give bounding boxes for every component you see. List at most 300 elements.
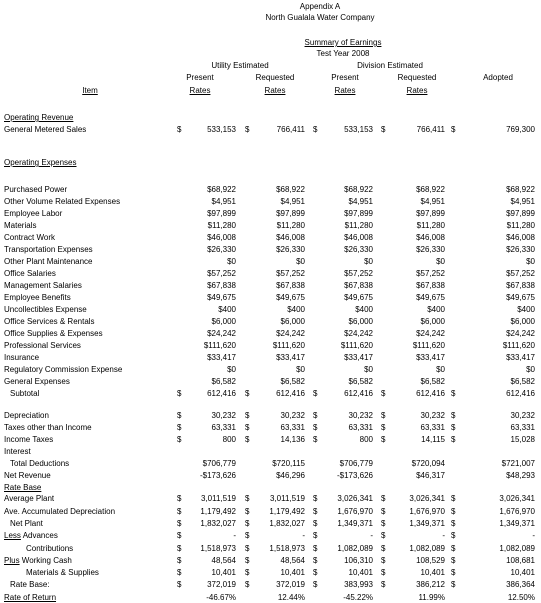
- table-row: [0, 423, 541, 433]
- row-value-col5: 3,026,341: [499, 494, 535, 503]
- row-label: Office Services & Rentals: [4, 317, 95, 326]
- currency-sign: $: [381, 580, 386, 589]
- row-value-col1: 800: [222, 435, 236, 444]
- table-row: [0, 125, 541, 135]
- currency-sign: $: [451, 531, 456, 540]
- row-value-col1: -: [233, 531, 236, 540]
- row-value-col2: $6,582: [280, 377, 305, 386]
- row-value-col4: 766,411: [416, 125, 445, 134]
- row-value-col2: $0: [296, 257, 305, 266]
- row-value-col3: 106,310: [344, 556, 373, 565]
- currency-sign: $: [177, 519, 182, 528]
- row-value-col2: $720,115: [272, 459, 305, 468]
- currency-sign: $: [313, 494, 318, 503]
- row-value-col1: $400: [218, 305, 236, 314]
- row-value-col1: $24,242: [207, 329, 236, 338]
- row-label: Employee Labor: [4, 209, 63, 218]
- row-label: Contributions: [26, 544, 74, 553]
- group-division-estimated: Division Estimated: [357, 61, 423, 70]
- row-value-col1: 372,019: [207, 580, 236, 589]
- row-value-col2: 10,401: [280, 568, 305, 577]
- row-value-col3: $11,280: [344, 221, 373, 230]
- currency-sign: $: [313, 507, 318, 516]
- row-value-col1: $49,675: [207, 293, 236, 302]
- table-row: [0, 593, 541, 603]
- row-value-col4: 612,416: [416, 389, 445, 398]
- row-value-col4: $26,330: [416, 245, 445, 254]
- row-value-col4: $97,899: [416, 209, 445, 218]
- row-value-col2: $4,951: [280, 197, 305, 206]
- row-value-col4: $111,620: [412, 341, 445, 350]
- row-value-col4: $4,951: [420, 197, 445, 206]
- row-value-col2: $46,008: [276, 233, 305, 242]
- currency-sign: $: [381, 411, 386, 420]
- row-value-col2: 612,416: [276, 389, 305, 398]
- row-label: Ave. Accumulated Depreciation: [4, 507, 116, 516]
- currency-sign: $: [177, 411, 182, 420]
- currency-sign: $: [177, 531, 182, 540]
- row-value-col5: 12.50%: [507, 593, 535, 602]
- row-value-col5: 108,681: [506, 556, 535, 565]
- currency-sign: $: [313, 411, 318, 420]
- row-value-col4: $57,252: [416, 269, 445, 278]
- row-value-col5: 1,082,089: [499, 544, 535, 553]
- row-label: Transportation Expenses: [4, 245, 93, 254]
- row-value-col4: 386,212: [416, 580, 445, 589]
- row-value-col1: $4,951: [211, 197, 236, 206]
- row-value-col1: 30,232: [211, 411, 236, 420]
- row-label: Operating Expenses: [4, 158, 77, 167]
- row-value-col2: 1,518,973: [269, 544, 305, 553]
- row-label: Materials: [4, 221, 37, 230]
- row-value-col2: $97,899: [276, 209, 305, 218]
- row-value-col1: $706,779: [202, 459, 236, 468]
- currency-sign: $: [245, 411, 250, 420]
- table-row: [0, 544, 541, 554]
- row-value-col3: $26,330: [344, 245, 373, 254]
- row-value-col1: 1,518,973: [200, 544, 236, 553]
- row-value-col5: $26,330: [506, 245, 535, 254]
- row-value-col5: $0: [526, 365, 535, 374]
- row-label: Income Taxes: [4, 435, 54, 444]
- currency-sign: $: [177, 494, 182, 503]
- row-value-col3: $4,951: [348, 197, 373, 206]
- currency-sign: $: [177, 423, 182, 432]
- row-value-col2: 3,011,519: [270, 494, 305, 503]
- row-value-col4: $400: [427, 305, 445, 314]
- row-label: Operating Revenue: [4, 113, 74, 122]
- table-row: [0, 556, 541, 566]
- row-value-col2: 12.44%: [277, 593, 305, 602]
- row-label: Uncollectibles Expense: [4, 305, 87, 314]
- col1-head-a: Present: [186, 73, 214, 82]
- currency-sign: $: [451, 556, 456, 565]
- row-value-col5: 15,028: [510, 435, 535, 444]
- row-label: Less Advances: [4, 531, 58, 540]
- row-value-col2: -: [302, 531, 305, 540]
- row-label: Purchased Power: [4, 185, 68, 194]
- row-value-col5: $33,417: [506, 353, 535, 362]
- row-value-col5: $46,008: [506, 233, 535, 242]
- currency-sign: $: [451, 568, 456, 577]
- appendix-title: Appendix A: [299, 2, 341, 11]
- row-value-col5: $48,293: [506, 471, 535, 480]
- row-value-col3: 63,331: [348, 423, 373, 432]
- table-row: [0, 185, 541, 195]
- row-value-col1: 612,416: [207, 389, 236, 398]
- currency-sign: $: [313, 580, 318, 589]
- row-value-col2: 48,564: [280, 556, 305, 565]
- row-label: Employee Benefits: [4, 293, 71, 302]
- currency-sign: $: [451, 519, 456, 528]
- row-value-col3: $67,838: [344, 281, 373, 290]
- col2-head-b: Rates: [264, 86, 286, 95]
- row-value-col1: $0: [227, 365, 236, 374]
- table-row: [0, 305, 541, 315]
- row-value-col5: $400: [517, 305, 535, 314]
- row-label: Office Salaries: [4, 269, 56, 278]
- row-value-col3: $6,000: [348, 317, 373, 326]
- row-value-col3: $24,242: [344, 329, 373, 338]
- currency-sign: $: [177, 507, 182, 516]
- table-row: [0, 221, 541, 231]
- row-value-col3: 612,416: [344, 389, 373, 398]
- currency-sign: $: [313, 531, 318, 540]
- row-value-col5: 1,349,371: [499, 519, 535, 528]
- currency-sign: $: [381, 544, 386, 553]
- currency-sign: $: [245, 568, 250, 577]
- row-label: General Expenses: [4, 377, 70, 386]
- currency-sign: $: [313, 519, 318, 528]
- row-label: Regulatory Commission Expense: [4, 365, 123, 374]
- currency-sign: $: [381, 556, 386, 565]
- row-value-col1: -46.67%: [206, 593, 236, 602]
- row-value-col4: $6,582: [420, 377, 445, 386]
- row-value-col3: $46,008: [344, 233, 373, 242]
- row-label: Rate of Return: [4, 593, 57, 602]
- row-label: Taxes other than Income: [4, 423, 92, 432]
- currency-sign: $: [245, 519, 250, 528]
- currency-sign: $: [451, 411, 456, 420]
- table-row: [0, 494, 541, 504]
- row-value-col2: $6,000: [280, 317, 305, 326]
- row-value-col5: $68,922: [506, 185, 535, 194]
- currency-sign: $: [313, 556, 318, 565]
- row-value-col3: $400: [355, 305, 373, 314]
- row-label: Subtotal: [10, 389, 40, 398]
- currency-sign: $: [381, 423, 386, 432]
- row-value-col2: $26,330: [276, 245, 305, 254]
- currency-sign: $: [381, 507, 386, 516]
- row-value-col4: $67,838: [416, 281, 445, 290]
- row-value-col2: 30,232: [280, 411, 305, 420]
- table-row: [0, 471, 541, 481]
- row-value-col4: 1,676,970: [409, 507, 445, 516]
- row-value-col5: $24,242: [506, 329, 535, 338]
- currency-sign: $: [245, 531, 250, 540]
- col4-head-b: Rates: [406, 86, 428, 95]
- col1-head-b: Rates: [189, 86, 211, 95]
- row-value-col4: 1,349,371: [409, 519, 445, 528]
- row-value-col1: 63,331: [211, 423, 236, 432]
- row-label: Depreciation: [4, 411, 49, 420]
- table-row: [0, 580, 541, 590]
- table-row: [0, 447, 541, 457]
- row-value-col3: $57,252: [344, 269, 373, 278]
- row-label: Interest: [4, 447, 31, 456]
- currency-sign: $: [381, 125, 386, 134]
- row-value-col2: 766,411: [276, 125, 305, 134]
- currency-sign: $: [381, 435, 386, 444]
- row-value-col2: 1,832,027: [269, 519, 305, 528]
- row-value-col4: 63,331: [420, 423, 445, 432]
- row-value-col3: $0: [364, 257, 373, 266]
- row-value-col4: -: [442, 531, 445, 540]
- row-value-col5: 30,232: [510, 411, 535, 420]
- row-label: Rate Base:: [10, 580, 50, 589]
- row-value-col4: $720,094: [411, 459, 445, 468]
- row-value-col2: $49,675: [276, 293, 305, 302]
- table-row: [0, 158, 541, 168]
- row-value-col3: 30,232: [348, 411, 373, 420]
- row-value-col4: 30,232: [420, 411, 445, 420]
- currency-sign: $: [245, 544, 250, 553]
- row-value-col4: $46,317: [416, 471, 445, 480]
- row-value-col4: $0: [436, 257, 445, 266]
- table-row: [0, 281, 541, 291]
- row-value-col4: $6,000: [420, 317, 445, 326]
- table-row: [0, 435, 541, 445]
- table-row: [0, 341, 541, 351]
- row-value-col5: $57,252: [506, 269, 535, 278]
- row-value-col3: 3,026,341: [337, 494, 373, 503]
- currency-sign: $: [245, 435, 250, 444]
- currency-sign: $: [451, 507, 456, 516]
- row-value-col2: $0: [296, 365, 305, 374]
- row-value-col1: $57,252: [207, 269, 236, 278]
- currency-sign: $: [313, 435, 318, 444]
- currency-sign: $: [451, 544, 456, 553]
- row-value-col1: 10,401: [211, 568, 236, 577]
- row-value-col4: $0: [436, 365, 445, 374]
- row-value-col2: 1,179,492: [269, 507, 305, 516]
- row-value-col1: 3,011,519: [201, 494, 236, 503]
- row-value-col3: 533,153: [344, 125, 373, 134]
- row-value-col2: $57,252: [276, 269, 305, 278]
- row-value-col4: 10,401: [420, 568, 445, 577]
- currency-sign: $: [313, 544, 318, 553]
- table-row: [0, 209, 541, 219]
- row-value-col3: $49,675: [344, 293, 373, 302]
- row-value-col1: 48,564: [211, 556, 236, 565]
- table-row: [0, 519, 541, 529]
- currency-sign: $: [177, 125, 182, 134]
- row-value-col2: $33,417: [276, 353, 305, 362]
- report-title: Summary of Earnings: [304, 38, 382, 47]
- row-value-col2: $111,620: [272, 341, 305, 350]
- row-value-col2: $24,242: [276, 329, 305, 338]
- currency-sign: $: [313, 125, 318, 134]
- table-row: [0, 411, 541, 421]
- currency-sign: $: [245, 580, 250, 589]
- currency-sign: $: [381, 519, 386, 528]
- currency-sign: $: [177, 435, 182, 444]
- currency-sign: $: [245, 389, 250, 398]
- table-row: [0, 317, 541, 327]
- row-value-col4: $68,922: [416, 185, 445, 194]
- row-value-col5: $97,899: [506, 209, 535, 218]
- row-value-col4: 3,026,341: [409, 494, 445, 503]
- row-value-col5: $67,838: [506, 281, 535, 290]
- row-value-col3: $6,582: [348, 377, 373, 386]
- row-value-col5: 769,300: [506, 125, 535, 134]
- table-row: [0, 459, 541, 469]
- currency-sign: $: [381, 568, 386, 577]
- row-value-col3: $111,620: [340, 341, 373, 350]
- row-value-col1: $46,008: [207, 233, 236, 242]
- row-value-col3: 10,401: [348, 568, 373, 577]
- row-value-col1: $6,582: [211, 377, 236, 386]
- row-value-col4: 108,529: [416, 556, 445, 565]
- currency-sign: $: [177, 580, 182, 589]
- table-row: [0, 197, 541, 207]
- row-value-col5: -: [532, 531, 535, 540]
- row-label: Rate Base: [4, 483, 42, 492]
- row-value-col4: $11,280: [416, 221, 445, 230]
- row-value-col5: $4,951: [510, 197, 535, 206]
- col-item-head: Item: [82, 86, 98, 95]
- row-label: General Metered Sales: [4, 125, 87, 134]
- row-value-col1: 1,832,027: [200, 519, 236, 528]
- row-value-col1: $97,899: [207, 209, 236, 218]
- table-row: [0, 353, 541, 363]
- row-value-col4: $49,675: [416, 293, 445, 302]
- row-value-col1: $11,280: [207, 221, 236, 230]
- table-row: [0, 257, 541, 267]
- col3-head-b: Rates: [334, 86, 356, 95]
- row-value-col3: $33,417: [344, 353, 373, 362]
- col3-head-a: Present: [331, 73, 359, 82]
- company-name: North Gualala Water Company: [265, 13, 375, 22]
- test-year: Test Year 2008: [316, 49, 370, 58]
- row-value-col4: $33,417: [416, 353, 445, 362]
- row-value-col1: $33,417: [207, 353, 236, 362]
- currency-sign: $: [381, 531, 386, 540]
- row-label: Professional Services: [4, 341, 81, 350]
- row-value-col1: -$173,626: [199, 471, 236, 480]
- row-value-col1: $6,000: [211, 317, 236, 326]
- row-value-col4: 14,115: [421, 435, 445, 444]
- row-value-col4: $24,242: [416, 329, 445, 338]
- table-row: [0, 568, 541, 578]
- currency-sign: $: [177, 556, 182, 565]
- row-value-col1: $67,838: [207, 281, 236, 290]
- currency-sign: $: [451, 435, 456, 444]
- row-value-col5: 612,416: [506, 389, 535, 398]
- row-value-col1: 1,179,492: [200, 507, 236, 516]
- col5-head: Adopted: [483, 73, 513, 82]
- row-value-col2: 372,019: [276, 580, 305, 589]
- row-label: Net Revenue: [4, 471, 51, 480]
- row-value-col3: $706,779: [339, 459, 373, 468]
- table-row: [0, 113, 541, 123]
- table-row: [0, 483, 541, 493]
- row-value-col3: $68,922: [344, 185, 373, 194]
- row-label: Total Deductions: [10, 459, 70, 468]
- table-row: [0, 507, 541, 517]
- table-row: [0, 377, 541, 387]
- currency-sign: $: [451, 580, 456, 589]
- row-value-col5: 63,331: [510, 423, 535, 432]
- row-value-col3: $0: [364, 365, 373, 374]
- currency-sign: $: [245, 556, 250, 565]
- table-row: [0, 233, 541, 243]
- currency-sign: $: [451, 494, 456, 503]
- table-row: [0, 269, 541, 279]
- currency-sign: $: [177, 568, 182, 577]
- row-label: Office Supplies & Expenses: [4, 329, 103, 338]
- currency-sign: $: [177, 389, 182, 398]
- col4-head-a: Requested: [397, 73, 437, 82]
- row-value-col3: 800: [359, 435, 373, 444]
- row-value-col4: 11.99%: [418, 593, 445, 602]
- table-row: [0, 293, 541, 303]
- row-label: Plus Working Cash: [4, 556, 72, 565]
- row-value-col5: $6,582: [510, 377, 535, 386]
- row-value-col4: $46,008: [416, 233, 445, 242]
- row-value-col1: $26,330: [207, 245, 236, 254]
- currency-sign: $: [451, 423, 456, 432]
- row-value-col5: $111,620: [502, 341, 535, 350]
- row-value-col4: 1,082,089: [409, 544, 445, 553]
- row-value-col1: $68,922: [207, 185, 236, 194]
- row-value-col2: 63,331: [280, 423, 305, 432]
- table-row: [0, 245, 541, 255]
- row-value-col5: $6,000: [510, 317, 535, 326]
- row-label: Contract Work: [4, 233, 55, 242]
- currency-sign: $: [245, 494, 250, 503]
- row-value-col1: 533,153: [207, 125, 236, 134]
- row-value-col3: 383,993: [344, 580, 373, 589]
- row-value-col1: $111,620: [203, 341, 236, 350]
- row-value-col1: $0: [227, 257, 236, 266]
- row-value-col2: 14,136: [280, 435, 305, 444]
- row-value-col5: $49,675: [506, 293, 535, 302]
- currency-sign: $: [451, 389, 456, 398]
- row-value-col5: $0: [526, 257, 535, 266]
- row-value-col3: $97,899: [344, 209, 373, 218]
- row-value-col2: $46,296: [276, 471, 305, 480]
- row-value-col3: -$173,626: [336, 471, 373, 480]
- currency-sign: $: [381, 494, 386, 503]
- row-label: Net Plant: [10, 519, 43, 528]
- row-value-col2: $400: [287, 305, 305, 314]
- row-value-col3: -: [370, 531, 373, 540]
- row-value-col2: $68,922: [276, 185, 305, 194]
- currency-sign: $: [381, 389, 386, 398]
- currency-sign: $: [451, 125, 456, 134]
- row-value-col5: 1,676,970: [499, 507, 535, 516]
- table-row: [0, 389, 541, 399]
- group-utility-estimated: Utility Estimated: [211, 61, 269, 70]
- row-label: Average Plant: [4, 494, 55, 503]
- row-value-col2: $11,280: [276, 221, 305, 230]
- row-value-col5: $11,280: [506, 221, 535, 230]
- currency-sign: $: [245, 507, 250, 516]
- row-value-col3: 1,349,371: [337, 519, 373, 528]
- row-label: Materials & Supplies: [26, 568, 99, 577]
- currency-sign: $: [313, 423, 318, 432]
